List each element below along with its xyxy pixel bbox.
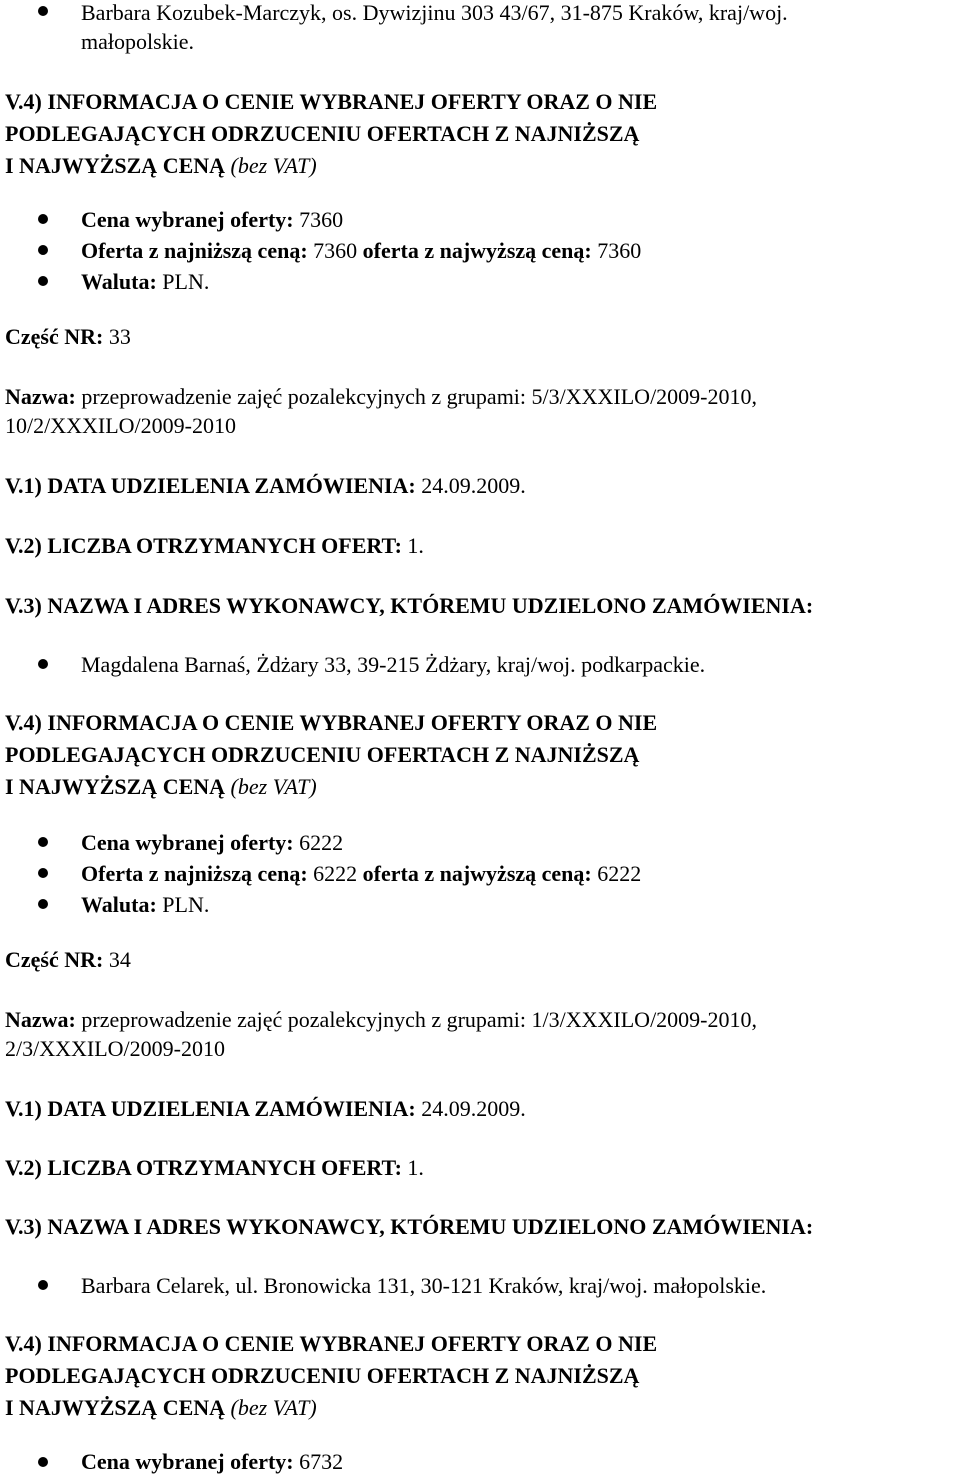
part-name: Nazwa: przeprowadzenie zajęć pozalekcyjnych z grupami: 5/3/XXXILO/2009-2010,	[5, 384, 758, 409]
section-heading: PODLEGAJĄCYCH ODRZUCENIU OFERTACH Z NAJNIŻSZĄ	[5, 121, 640, 146]
bullet-icon	[38, 1280, 48, 1290]
bullet-icon	[38, 659, 48, 669]
contractor-heading: V.3) NAZWA I ADRES WYKONAWCY, KTÓREMU UDZIELONO ZAMÓWIENIA:	[5, 1214, 814, 1239]
winner-address: Barbara Kozubek-Marczyk, os. Dywizjinu 303 43/67, 31-875 Kraków, kraj/woj.	[81, 0, 788, 25]
offers-count: V.2) LICZBA OTRZYMANYCH OFERT: 1.	[5, 533, 424, 558]
part-number: Część NR: 34	[5, 947, 131, 972]
section-heading: PODLEGAJĄCYCH ODRZUCENIU OFERTACH Z NAJNIŻSZĄ	[5, 742, 640, 767]
award-date: V.1) DATA UDZIELENIA ZAMÓWIENIA: 24.09.2009.	[5, 473, 526, 498]
bullet-icon	[38, 899, 48, 909]
part-name-cont: 2/3/XXXILO/2009-2010	[5, 1036, 225, 1061]
selected-price: Cena wybranej oferty: 6732	[81, 1449, 344, 1474]
currency: Waluta: PLN.	[81, 269, 210, 294]
part-name-cont: 10/2/XXXILO/2009-2010	[5, 413, 236, 438]
bullet-icon	[38, 276, 48, 286]
section-heading: I NAJWYŻSZĄ CENĄ (bez VAT)	[5, 1395, 317, 1420]
bullet-icon	[38, 214, 48, 224]
part-name: Nazwa: przeprowadzenie zajęć pozalekcyjnych z grupami: 1/3/XXXILO/2009-2010,	[5, 1007, 758, 1032]
section-heading: V.4) INFORMACJA O CENIE WYBRANEJ OFERTY ORAZ O NIE	[5, 1331, 658, 1356]
bullet-icon	[38, 6, 48, 16]
offers-count: V.2) LICZBA OTRZYMANYCH OFERT: 1.	[5, 1155, 424, 1180]
bullet-icon	[38, 1457, 48, 1467]
currency: Waluta: PLN.	[81, 892, 210, 917]
contractor-heading: V.3) NAZWA I ADRES WYKONAWCY, KTÓREMU UDZIELONO ZAMÓWIENIA:	[5, 593, 814, 618]
section-heading: V.4) INFORMACJA O CENIE WYBRANEJ OFERTY ORAZ O NIE	[5, 89, 658, 114]
selected-price: Cena wybranej oferty: 6222	[81, 830, 344, 855]
price-range: Oferta z najniższą ceną: 6222 oferta z najwyższą ceną: 6222	[81, 861, 642, 886]
winner-address: Barbara Celarek, ul. Bronowicka 131, 30-121 Kraków, kraj/woj. małopolskie.	[81, 1273, 767, 1298]
award-date: V.1) DATA UDZIELENIA ZAMÓWIENIA: 24.09.2009.	[5, 1096, 526, 1121]
bullet-icon	[38, 868, 48, 878]
section-heading: PODLEGAJĄCYCH ODRZUCENIU OFERTACH Z NAJNIŻSZĄ	[5, 1363, 640, 1388]
winner-address-cont: małopolskie.	[81, 29, 195, 54]
bullet-icon	[38, 837, 48, 847]
selected-price: Cena wybranej oferty: 7360	[81, 207, 344, 232]
bullet-icon	[38, 245, 48, 255]
section-heading: V.4) INFORMACJA O CENIE WYBRANEJ OFERTY ORAZ O NIE	[5, 710, 658, 735]
winner-address: Magdalena Barnaś, Żdżary 33, 39-215 Żdżary, kraj/woj. podkarpackie.	[81, 652, 706, 677]
section-heading: I NAJWYŻSZĄ CENĄ (bez VAT)	[5, 153, 317, 178]
price-range: Oferta z najniższą ceną: 7360 oferta z najwyższą ceną: 7360	[81, 238, 642, 263]
section-heading: I NAJWYŻSZĄ CENĄ (bez VAT)	[5, 774, 317, 799]
part-number: Część NR: 33	[5, 324, 131, 349]
